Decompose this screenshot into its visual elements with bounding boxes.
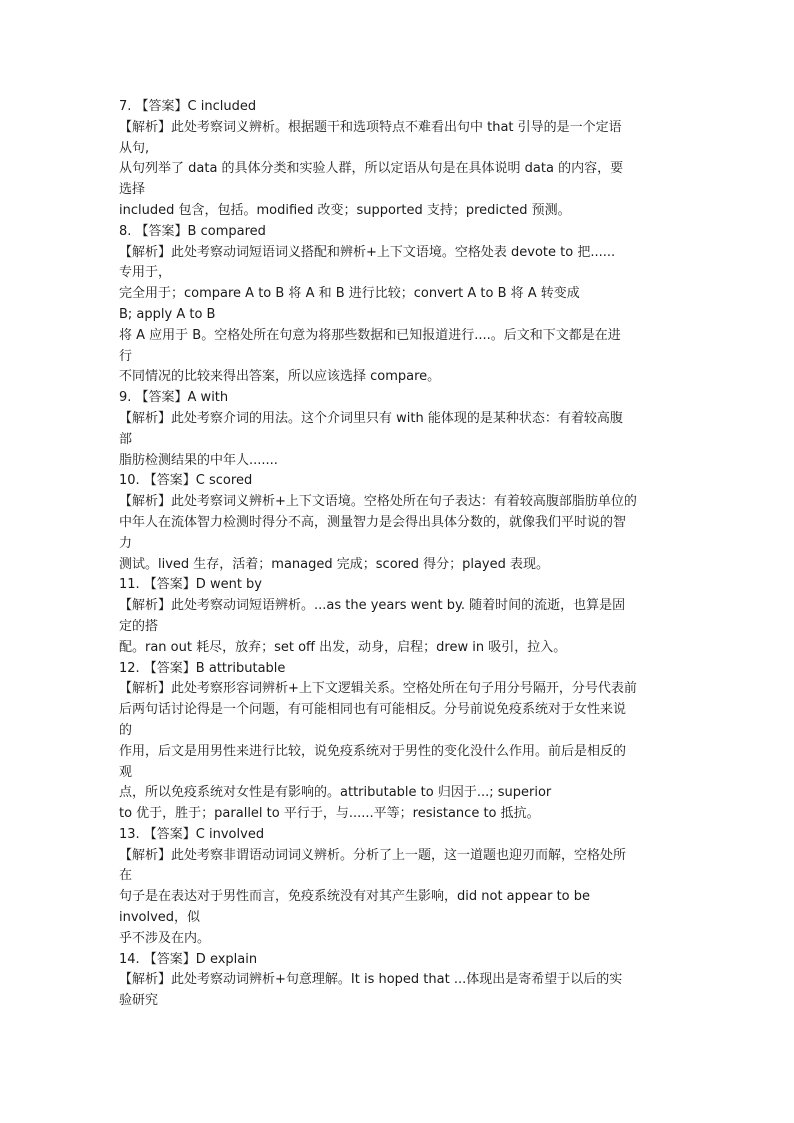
text-line: 验研究 xyxy=(119,993,159,1009)
text-line: 中年人在流体智力检测时得分不高，测量智力是会得出具体分数的，就像我们平时说的智 xyxy=(119,514,627,530)
text-line: involved，似 xyxy=(119,910,201,926)
text-line: 10. 【答案】C scored xyxy=(119,473,253,489)
text-line: 测试。lived 生存，活着；managed 完成；scored 得分；played 表现。 xyxy=(119,556,549,572)
text-line: 【解析】此处考察形容词辨析+上下文逻辑关系。空格处所在句子用分号隔开，分号代表前 xyxy=(119,681,637,697)
text-line: 脂肪检测结果的中年人....... xyxy=(119,452,278,468)
text-line: to 优于，胜于；parallel to 平行于，与......平等；resistance to 抵抗。 xyxy=(119,806,540,822)
text-line: 将 A 应用于 B。空格处所在句意为将那些数据和已知报道进行....。后文和下文都是在进 xyxy=(119,327,621,343)
text-line: 配。ran out 耗尽，放弃；set off 出发，动身，启程；drew in 吸引，拉入。 xyxy=(119,639,567,655)
text-line: 句子是在表达对于男性而言，免疫系统没有对其产生影响，did not appear to be xyxy=(119,889,591,905)
text-line: 后两句话讨论得是一个问题，有可能相同也有可能相反。分号前说免疫系统对于女性来说 xyxy=(119,702,627,718)
text-line: 点，所以免疫系统对女性是有影响的。attributable to 归因于...; superior xyxy=(119,785,552,801)
text-line: 【解析】此处考察介词的用法。这个介词里只有 with 能体现的是某种状态：有着较高腹 xyxy=(119,410,623,426)
text-line: B; apply A to B xyxy=(119,306,216,322)
text-line: 定的搭 xyxy=(119,618,159,634)
text-line: 在 xyxy=(119,868,133,884)
text-line: 9. 【答案】A with xyxy=(119,390,229,406)
text-line: 【解析】此处考察动词短语词义搭配和辨析+上下文语境。空格处表 devote to 把...... xyxy=(119,244,616,260)
text-line: 不同情况的比较来得出答案，所以应该选择 compare。 xyxy=(119,369,441,385)
text-line: 观 xyxy=(119,764,133,780)
text-line: 行 xyxy=(119,348,133,364)
text-line: 从句列举了 data 的具体分类和实验人群，所以定语从句是在具体说明 data 的内容，要 xyxy=(119,161,624,177)
document-page xyxy=(119,97,679,1012)
text-line: 12. 【答案】B attributable xyxy=(119,660,286,676)
text-line: 【解析】此处考察词义辨析。根据题干和选项特点不难看出句中 that 引导的是一个定语 xyxy=(119,119,622,135)
text-line: 作用，后文是用男性来进行比较，说免疫系统对于男性的变化没什么作用。前后是相反的 xyxy=(119,743,627,759)
text-line: 【解析】此处考察词义辨析+上下文语境。空格处所在句子表达：有着较高腹部脂肪单位的 xyxy=(119,494,637,510)
text-line: 部 xyxy=(119,431,133,447)
text-line: 14. 【答案】D explain xyxy=(119,951,258,967)
text-line: 7. 【答案】C included xyxy=(119,99,257,114)
text-line: 完全用于；compare A to B 将 A 和 B 进行比较；convert A to B 将 A 转变成 xyxy=(119,286,580,302)
text-line: 乎不涉及在内。 xyxy=(119,930,211,946)
text-line: 力 xyxy=(119,535,133,551)
text-line: 【解析】此处考察非谓语动词词义辨析。分析了上一题，这一道题也迎刃而解，空格处所 xyxy=(119,847,627,863)
text-line: 选择 xyxy=(119,182,146,198)
text-line: 13. 【答案】C involved xyxy=(119,826,265,842)
text-line: 的 xyxy=(119,722,133,738)
text-line: 11. 【答案】D went by xyxy=(119,577,262,593)
text-line: included 包含，包括。modified 改变；supported 支持；predicted 预测。 xyxy=(119,202,571,218)
text-line: 【解析】此处考察动词短语辨析。...as the years went by. 随着时间的流逝，也算是固 xyxy=(119,598,626,614)
text-line: 从句, xyxy=(119,140,150,156)
text-line: 【解析】此处考察动词辨析+句意理解。It is hoped that ...体现出是寄希望于以后的实 xyxy=(119,972,623,988)
text-line: 专用于， xyxy=(119,265,172,281)
text-line: 8. 【答案】B compared xyxy=(119,223,266,239)
